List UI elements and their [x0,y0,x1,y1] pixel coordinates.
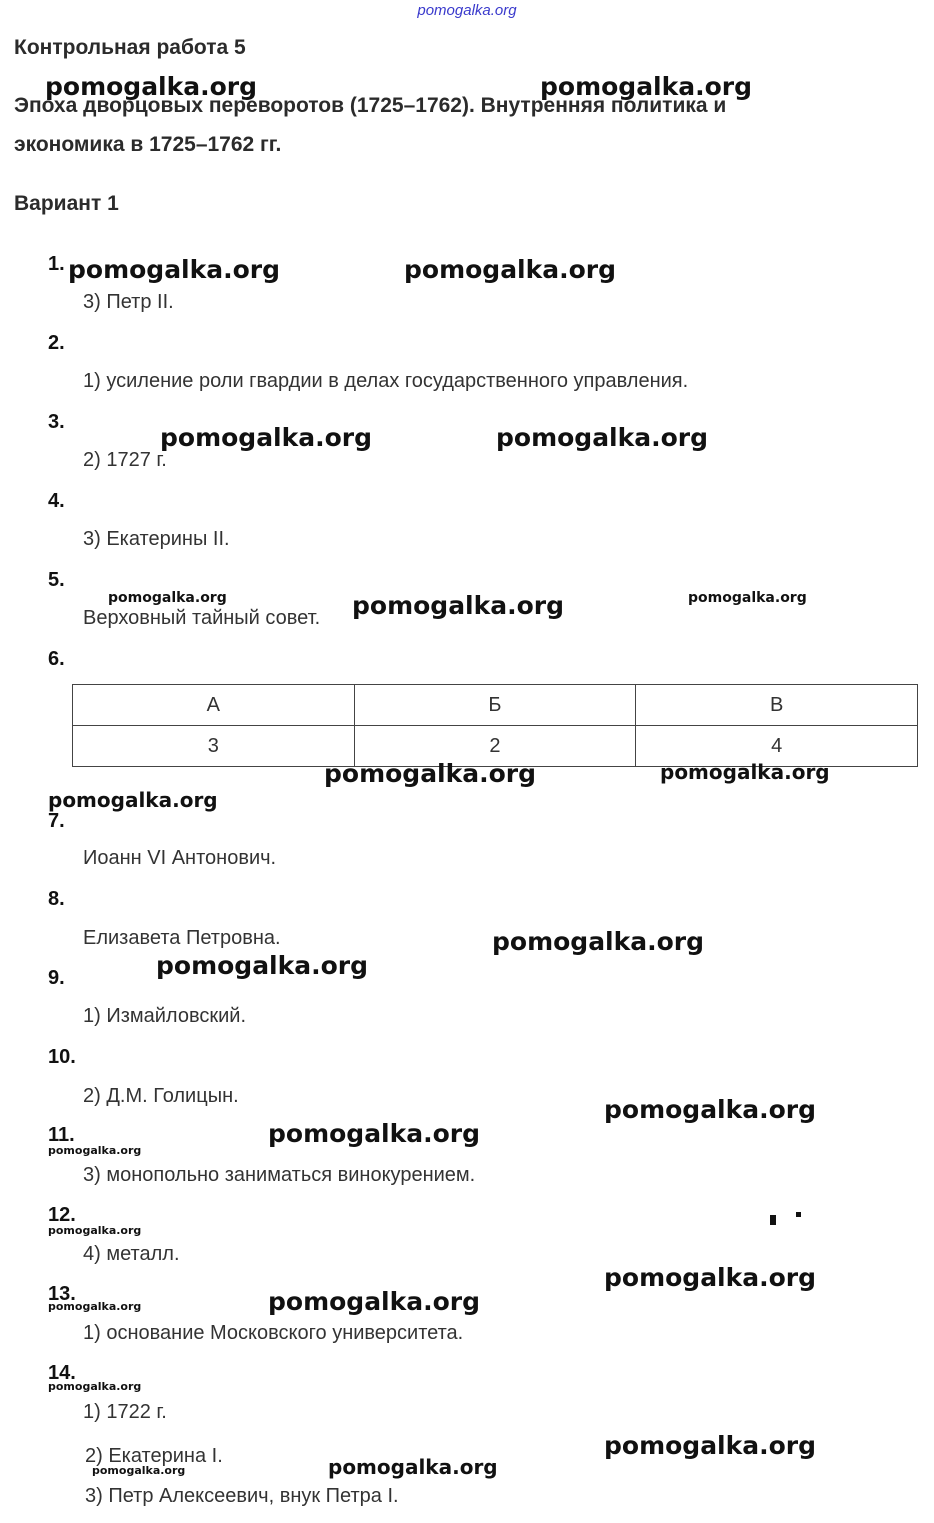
watermark: pomogalka.org [604,1095,817,1124]
watermark: pomogalka.org [604,1263,817,1292]
question-13-number: 13. [48,1283,76,1305]
watermark: pomogalka.org [160,423,373,452]
watermark: pomogalka.org [604,1431,817,1460]
question-7-answer: Иоанн VI Антонович. [83,847,277,869]
mark-bar [770,1215,776,1225]
table-header-b: Б [354,685,636,726]
question-14-answer-3: 3) Петр Алексеевич, внук Петра I. [85,1485,399,1507]
watermark: pomogalka.org [688,590,807,606]
question-9-answer: 1) Измайловский. [83,1005,246,1027]
watermark: pomogalka.org [404,255,617,284]
question-4-number: 4. [48,490,65,512]
watermark: pomogalka.org [108,590,227,606]
page-title: Контрольная работа 5 [14,36,246,59]
watermark: pomogalka.org [92,1464,186,1477]
watermark: pomogalka.org [48,1300,142,1313]
question-2-answer: 1) усиление роли гвардии в делах государственного управления. [83,370,689,392]
question-10-number: 10. [48,1046,76,1068]
question-11-number: 11. [48,1124,75,1146]
table-value-v: 4 [636,726,918,767]
question-6-number: 6. [48,648,65,670]
question-1-answer: 3) Петр II. [83,291,174,313]
question-10-answer: 2) Д.М. Голицын. [83,1085,239,1107]
watermark: pomogalka.org [328,1455,498,1479]
table-header-a: А [73,685,355,726]
watermark: pomogalka.org [48,788,218,812]
watermark: pomogalka.org [660,760,830,784]
topic-line-1: Эпоха дворцовых переворотов (1725–1762). Внутренняя политика и [14,94,727,117]
watermark: pomogalka.org [68,255,281,284]
watermark: pomogalka.org [268,1119,481,1148]
decorative-marks [770,1212,801,1230]
topic-line-2: экономика в 1725–1762 гг. [14,133,282,156]
table-value-a: 3 [73,726,355,767]
watermark: pomogalka.org [48,1380,142,1393]
question-14-answer-1: 1) 1722 г. [83,1401,167,1423]
question-14-number: 14. [48,1362,76,1384]
question-14-answer-2: 2) Екатерина I. [85,1445,223,1467]
mark-dot [796,1212,801,1217]
watermark: pomogalka.org [45,72,258,101]
question-13-answer: 1) основание Московского университета. [83,1322,464,1344]
question-12-number: 12. [48,1204,76,1226]
question-3-answer: 2) 1727 г. [83,449,167,471]
watermark: pomogalka.org [156,951,369,980]
table-header-v: В [636,685,918,726]
question-9-number: 9. [48,967,65,989]
question-5-number: 5. [48,569,65,591]
watermark: pomogalka.org [496,423,709,452]
answer-table-6 [72,684,918,767]
question-11-answer: 3) монопольно заниматься винокурением. [83,1164,476,1186]
question-7-number: 7. [48,810,65,832]
question-5-answer: Верховный тайный совет. [83,607,321,629]
watermark: pomogalka.org [48,1224,142,1237]
watermark: pomogalka.org [268,1287,481,1316]
question-1-number: 1. [48,253,65,275]
question-8-number: 8. [48,888,65,910]
question-12-answer: 4) металл. [83,1243,180,1265]
watermark: pomogalka.org [352,591,565,620]
table-value-b: 2 [354,726,636,767]
table-header-row [73,685,918,726]
question-4-answer: 3) Екатерины II. [83,528,230,550]
watermark: pomogalka.org [324,759,537,788]
watermark: pomogalka.org [48,1144,142,1157]
site-header[interactable]: pomogalka.org [417,2,517,19]
watermark: pomogalka.org [540,72,753,101]
question-3-number: 3. [48,411,65,433]
question-8-answer: Елизавета Петровна. [83,927,281,949]
watermark: pomogalka.org [492,927,705,956]
variant-label: Вариант 1 [14,192,119,215]
question-2-number: 2. [48,332,65,354]
